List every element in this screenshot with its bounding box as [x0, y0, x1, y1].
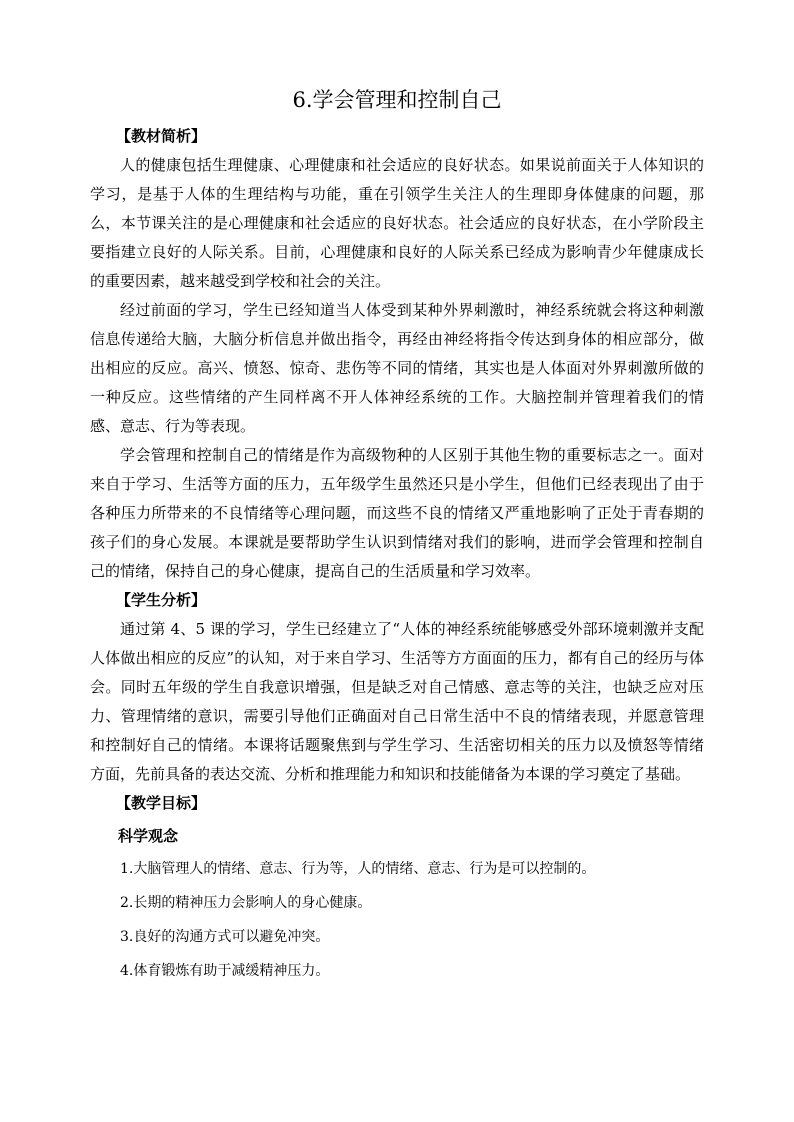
list-item: 2.长期的精神压力会影响人的身心健康。	[120, 895, 372, 911]
list-item: 3.良好的沟通方式可以避免冲突。	[120, 929, 330, 945]
list-item: 4.体育锻炼有助于减缓精神压力。	[120, 963, 330, 979]
section-heading: 【教学目标】	[116, 794, 207, 812]
paragraph: 人的健康包括生理健康、心理健康和社会适应的良好状态。如果说前面关于人体知识的学习，是基于人体的生理结构与功能，重在引领学生关注人的生理即身体健康的问题，那么，本节课关注的是心理健康和社会适应的良好状态。社会适应的良好状态，在小学阶段主要指建立良好的人际关系。目前，心理健康和良好的人际关系已经成为影响青少年健康成长的重要因素，越来越受到学校和社会的关注。	[90, 156, 704, 290]
list-item: 1.大脑管理人的情绪、意志、行为等，人的情绪、意志、行为是可以控制的。	[120, 861, 596, 877]
goal-list	[90, 852, 704, 988]
paragraph: 通过第 4、5 课的学习，学生已经建立了“人体的神经系统能够感受外部环境刺激并支配人体做出相应的反应”的认知，对于来自学习、生活等方方面面的压力，都有自己的经历与体会。同时五年级的学生自我意识增强，但是缺乏对自己情感、意志等的关注，也缺乏应对压力、管理情绪的意识，需要引导他们正确面对自己日常生活中不良的情绪表现，并愿意管理和控制好自己的情绪。本课将话题聚焦到与学生学习、生活密切相关的压力以及愤怒等情绪方面，先前具备的表达交流、分析和推理能力和知识和技能储备为本课的学习奠定了基础。	[90, 620, 704, 783]
paragraph: 学会管理和控制自己的情绪是作为高级物种的人区别于其他生物的重要标志之一。面对来自于学习、生活等方面的压力，五年级学生虽然还只是小学生，但他们已经表现出了由于各种压力所带来的不良情绪等心理问题，而这些不良的情绪又严重地影响了正处于青春期的孩子们的身心发展。本课就是要帮助学生认识到情绪对我们的影响，进而学会管理和控制自己的情绪，保持自己的身心健康，提高自己的生活质量和学习效率。	[90, 446, 704, 580]
section-heading: 【学生分析】	[116, 591, 207, 609]
document-title: 6.学会管理和控制自己	[292, 88, 502, 112]
paragraph: 经过前面的学习，学生已经知道当人体受到某种外界刺激时，神经系统就会将这种刺激信息传递给大脑，大脑分析信息并做出指令，再经由神经将指令传达到身体的相应部分，做出相应的反应。高兴、愤怒、惊奇、悲伤等不同的情绪，其实也是人体面对外界刺激所做的一种反应。这些情绪的产生同样离不开人体神经系统的工作。大脑控制并管理着我们的情感、意志、行为等表现。	[90, 301, 704, 435]
section-teaching-goals	[90, 789, 704, 988]
section-textbook-analysis	[90, 122, 704, 586]
section-student-analysis	[90, 586, 704, 789]
section-heading: 【教材简析】	[116, 127, 207, 145]
subheading-scientific-concepts: 科学观念	[118, 827, 179, 845]
